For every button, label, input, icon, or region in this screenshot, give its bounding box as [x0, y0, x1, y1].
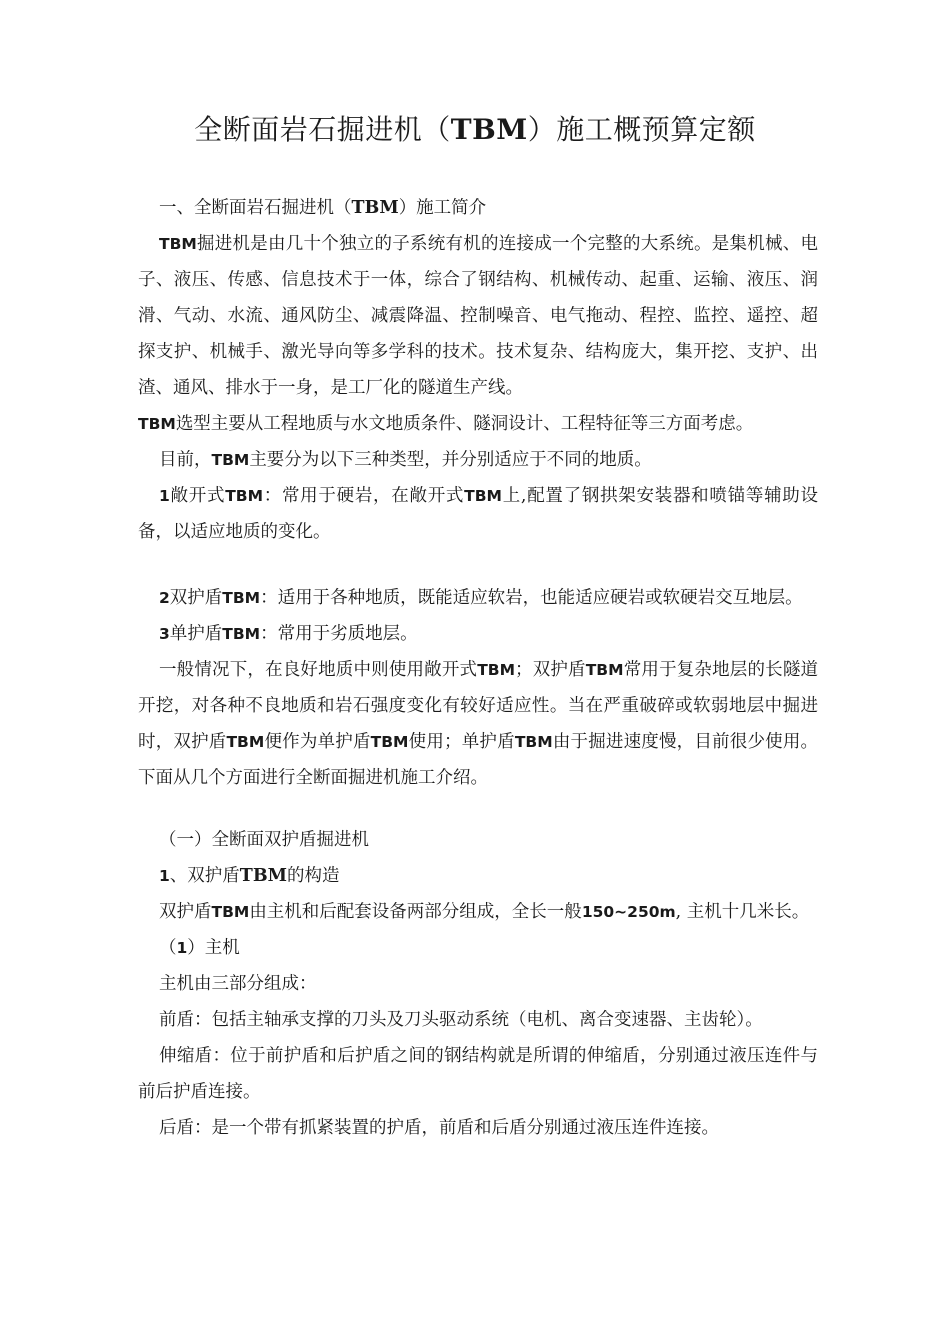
type1-abbr: TBM: [225, 487, 263, 505]
types-prefix: 目前，: [159, 450, 212, 470]
composition-length: 150~250m: [581, 903, 676, 921]
general-text-b: ；双护盾: [515, 660, 586, 680]
general-abbr-3: TBM: [226, 733, 265, 751]
type3-text: ：常用于劣质地层。: [260, 624, 418, 644]
type1-abbr-2: TBM: [464, 487, 502, 505]
type2-name: 双护盾: [169, 588, 223, 608]
type2-text: ：适用于各种地质，既能适应软岩，也能适应硬岩或软硬岩交互地层。: [260, 588, 803, 608]
item1-suffix: 的构造: [286, 866, 340, 886]
rear-shield-paragraph: 后盾：是一个带有抓紧装置的护盾，前盾和后盾分别通过液压连件连接。: [159, 1118, 719, 1138]
general-paragraph: [138, 652, 818, 796]
composition-prefix: 双护盾: [159, 902, 212, 922]
selection-abbr: TBM: [138, 415, 176, 433]
type1-name: 敞开式: [169, 486, 226, 506]
document-body: [138, 190, 818, 1146]
composition-paragraph: [138, 894, 818, 930]
telescopic-shield-paragraph: 伸缩盾：位于前护盾和后护盾之间的钢结构就是所谓的伸缩盾，分别通过液压连件与前后护盾连接。: [138, 1046, 818, 1102]
main-parts-paragraph: 主机由三部分组成：: [159, 974, 317, 994]
intro-text: 掘进机是由几十个独立的子系统有机的连接成一个完整的大系统。是集机械、电子、液压、传感、信息技术于一体，综合了钢结构、机械传动、起重、运输、液压、润滑、气动、水流、通风防尘、减震降温、控制噪音、电气拖动、程控、监控、遥控、超探支护、机械手、激光导向等多学科的技术。技术复杂、结构庞大，集开挖、支护、出渣、通风、排水于一身，是工厂化的隧道生产线。: [138, 234, 818, 398]
section-heading-1: [138, 190, 818, 226]
type1-text-b: 上,配置了钢拱架安装器和喷锚等辅助设备，以适应地质的变化。: [138, 486, 819, 542]
composition-text: 由主机和后配套设备两部分组成，全长一般: [249, 902, 582, 922]
document-title: [0, 110, 950, 150]
front-shield-paragraph: 前盾：包括主轴承支撑的刀头及刀头驱动系统（电机、离合变速器、主齿轮）。: [159, 1010, 763, 1030]
types-suffix: 主要分为以下三种类型，并分别适应于不同的地质。: [249, 450, 652, 470]
type1-number: 1: [159, 487, 170, 505]
main-machine-heading: [138, 930, 818, 966]
item1-abbr: TBM: [239, 866, 287, 886]
title-suffix: ）施工概预算定额: [527, 113, 756, 146]
type2-number: 2: [159, 589, 170, 607]
heading-suffix: ）施工简介: [398, 198, 487, 218]
selection-text: 选型主要从工程地质与水文地质条件、隧洞设计、工程特征等三方面考虑。: [175, 414, 754, 434]
intro-abbr: TBM: [159, 235, 197, 253]
composition-suffix: , 主机十几米长。: [675, 902, 810, 922]
title-abbr: TBM: [450, 113, 528, 146]
intro-paragraph: [138, 226, 818, 406]
general-text-d: 便作为单护盾: [264, 732, 371, 752]
item1-number: 1: [159, 867, 170, 885]
type1-paragraph: [138, 478, 818, 550]
heading-prefix: 一、全断面岩石掘进机（: [159, 198, 352, 218]
general-abbr-2: TBM: [585, 661, 624, 679]
general-text-e: 使用；单护盾: [408, 732, 515, 752]
types-abbr: TBM: [211, 451, 250, 469]
subsection-heading-1: （一）全断面双护盾掘进机: [159, 830, 369, 850]
type1-text-a: ：常用于硬岩，在敞开式: [263, 486, 465, 506]
item1-prefix: 、双护盾: [169, 866, 240, 886]
main-number: 1: [176, 939, 188, 957]
selection-paragraph: [138, 406, 818, 442]
general-text-f: 由于掘进速度慢，目前很少使用。下面从几个方面进行全断面掘进机施工介绍。: [138, 732, 819, 788]
main-open-paren: （: [159, 938, 177, 958]
type2-paragraph: [138, 580, 818, 616]
main-label: ）主机: [187, 938, 240, 958]
type3-paragraph: [138, 616, 818, 652]
general-text-c: 常用于复杂地层的长隧道开挖，对各种不良地质和岩石强度变化有较好适应性。当在严重破碎或软弱地层中掘进时，双护盾: [138, 660, 819, 752]
type3-abbr: TBM: [222, 625, 261, 643]
general-text-a: 一般情况下，在良好地质中则使用敞开式: [159, 660, 478, 680]
title-prefix: 全断面岩石掘进机（: [194, 113, 451, 146]
item1-heading: [138, 858, 818, 894]
heading-abbr: TBM: [351, 198, 399, 218]
general-abbr-1: TBM: [477, 661, 516, 679]
general-abbr-4: TBM: [370, 733, 409, 751]
types-paragraph: [138, 442, 818, 478]
type3-number: 3: [159, 625, 170, 643]
composition-abbr: TBM: [211, 903, 250, 921]
general-abbr-5: TBM: [514, 733, 553, 751]
type2-abbr: TBM: [222, 589, 261, 607]
type3-name: 单护盾: [169, 624, 223, 644]
